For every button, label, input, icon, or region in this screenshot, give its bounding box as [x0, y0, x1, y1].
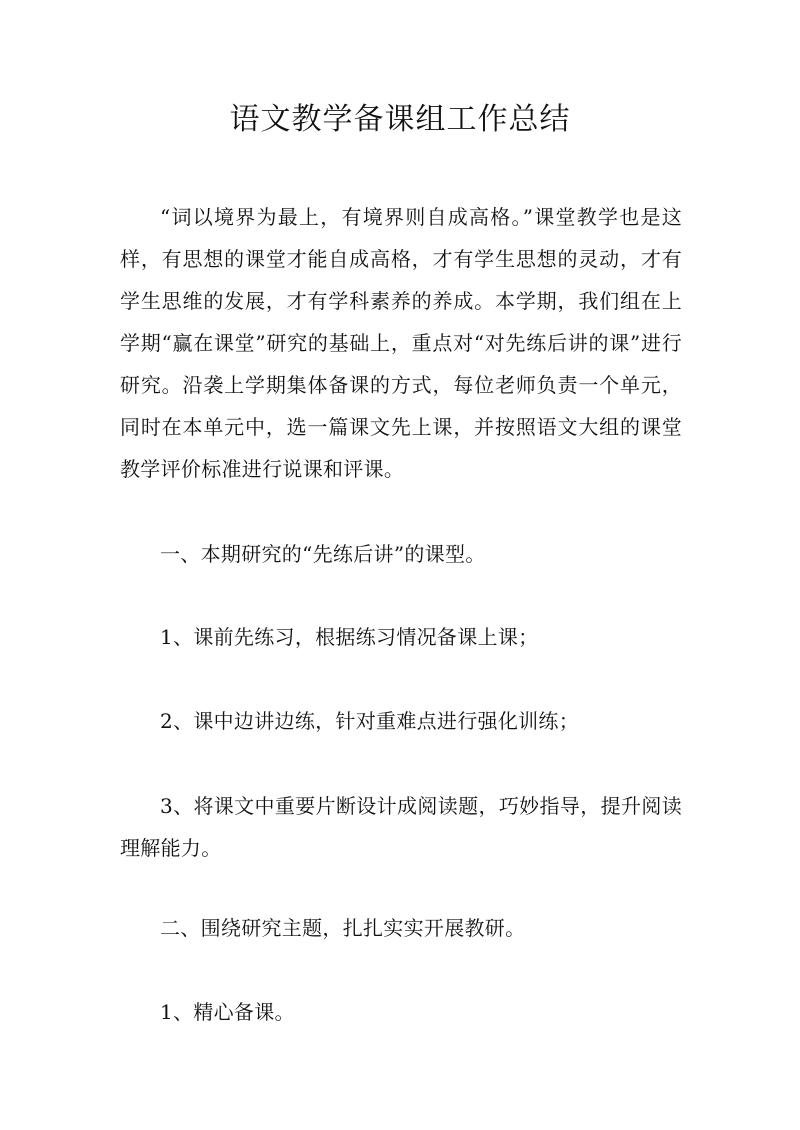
section-two-item-1: 1、精心备课。: [160, 1000, 295, 1024]
section-one-item-1: 1、课前先练习，根据练习情况备课上课；: [160, 625, 539, 649]
section-one-item-3: 3、将课文中重要片断设计成阅读题，巧妙指导，提升阅读理解能力。: [120, 794, 682, 860]
section-one-heading: 一、本期研究的“先练后讲”的课型。: [160, 542, 486, 566]
intro-paragraph: “词以境界为最上，有境界则自成高格。”课堂教学也是这样，有思想的课堂才能自成高格，才有学生思想的灵动，才有学生思维的发展，才有学科素养的养成。本学期，我们组在上学期“赢在课堂”研究的基础上，重点对“对先练后讲的课”进行研究。沿袭上学期集体备课的方式，每位老师负责一个单元，同时在本单元中，选一篇课文先上课，并按照语文大组的课堂教学评价标准进行说课和评课。: [120, 205, 682, 481]
document-title: 语文教学备课组工作总结: [229, 102, 571, 137]
section-one-item-2: 2、课中边讲边练，针对重难点进行强化训练；: [160, 709, 580, 733]
section-two-heading: 二、围绕研究主题，扎扎实实开展教研。: [160, 916, 526, 940]
